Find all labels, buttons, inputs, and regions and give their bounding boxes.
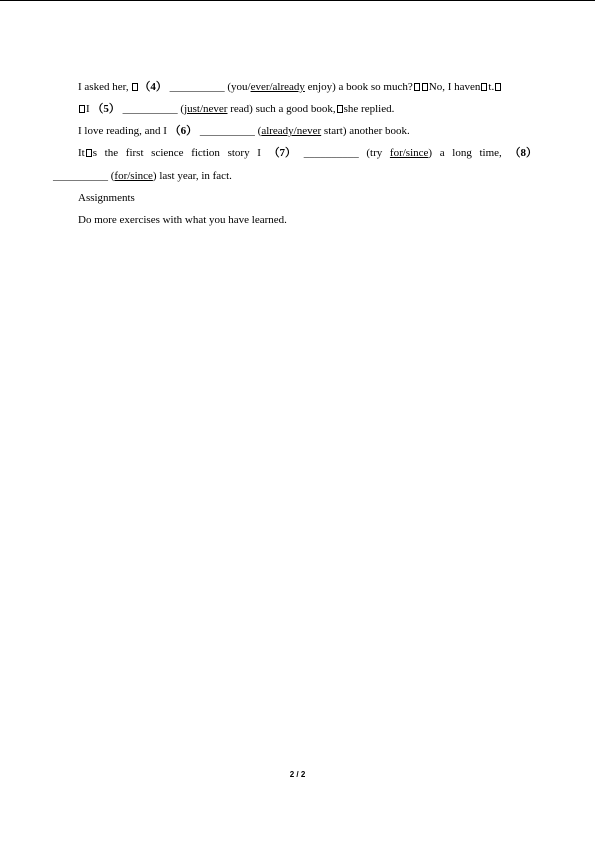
assignments-heading: Assignments [78,192,135,204]
text: (you/ [227,81,251,93]
word: It s [78,147,98,159]
word: (try [366,147,383,159]
exercise-line-5 [78,102,394,116]
word: story [227,147,250,159]
text: start) another book. [321,125,410,137]
underlined-options: ever/already [250,81,305,93]
missing-glyph-icon [495,83,501,91]
exercise-line-8 [53,169,232,183]
underlined-options: already/never [261,125,322,137]
question-number: （4） [139,81,167,93]
text: enjoy) a book so much? [304,81,413,93]
exercise-line-7 [78,146,537,160]
answer-blank: __________ [166,81,228,93]
text: ( [180,103,185,115]
word: time, [479,147,502,159]
missing-glyph-icon [132,83,138,91]
text: I [86,103,93,115]
exercise-line-4 [78,80,502,94]
text: t. [488,81,495,93]
word: for/since) [389,147,433,159]
text: I asked her, [78,81,132,93]
missing-glyph-icon [86,149,92,157]
question-number: （5） [92,103,120,115]
assignments-text: Do more exercises with what you have learned. [78,214,287,226]
word: fiction [191,147,220,159]
answer-blank: __________ [119,103,181,115]
text: I love reading, and I [78,125,170,137]
text: read) such a good book, [227,103,336,115]
page-number: 2 / 2 [289,770,306,779]
answer-blank: __________ [53,170,111,182]
answer-blank: __________ [303,147,359,159]
missing-glyph-icon [414,83,420,91]
underlined-options: just/never [184,103,228,115]
answer-blank: __________ [197,125,258,137]
text: ( [110,170,115,182]
question-number: （7） [268,147,297,159]
underlined-options: for/since [389,147,429,159]
word: long [452,147,472,159]
missing-glyph-icon [481,83,487,91]
question-number: （8） [509,147,537,159]
word: a [439,147,445,159]
text: she replied. [343,103,395,115]
text: ( [257,125,262,137]
text: ) last year, in fact. [152,170,232,182]
underlined-options: for/since [114,170,153,182]
word: I [257,147,261,159]
text: No, I haven [428,81,481,93]
missing-glyph-icon [422,83,428,91]
word: the [104,147,119,159]
exercise-line-6 [78,124,410,138]
missing-glyph-icon [337,105,343,113]
word: first [125,147,144,159]
question-number: （6） [169,125,198,137]
word: science [151,147,184,159]
missing-glyph-icon [79,105,85,113]
